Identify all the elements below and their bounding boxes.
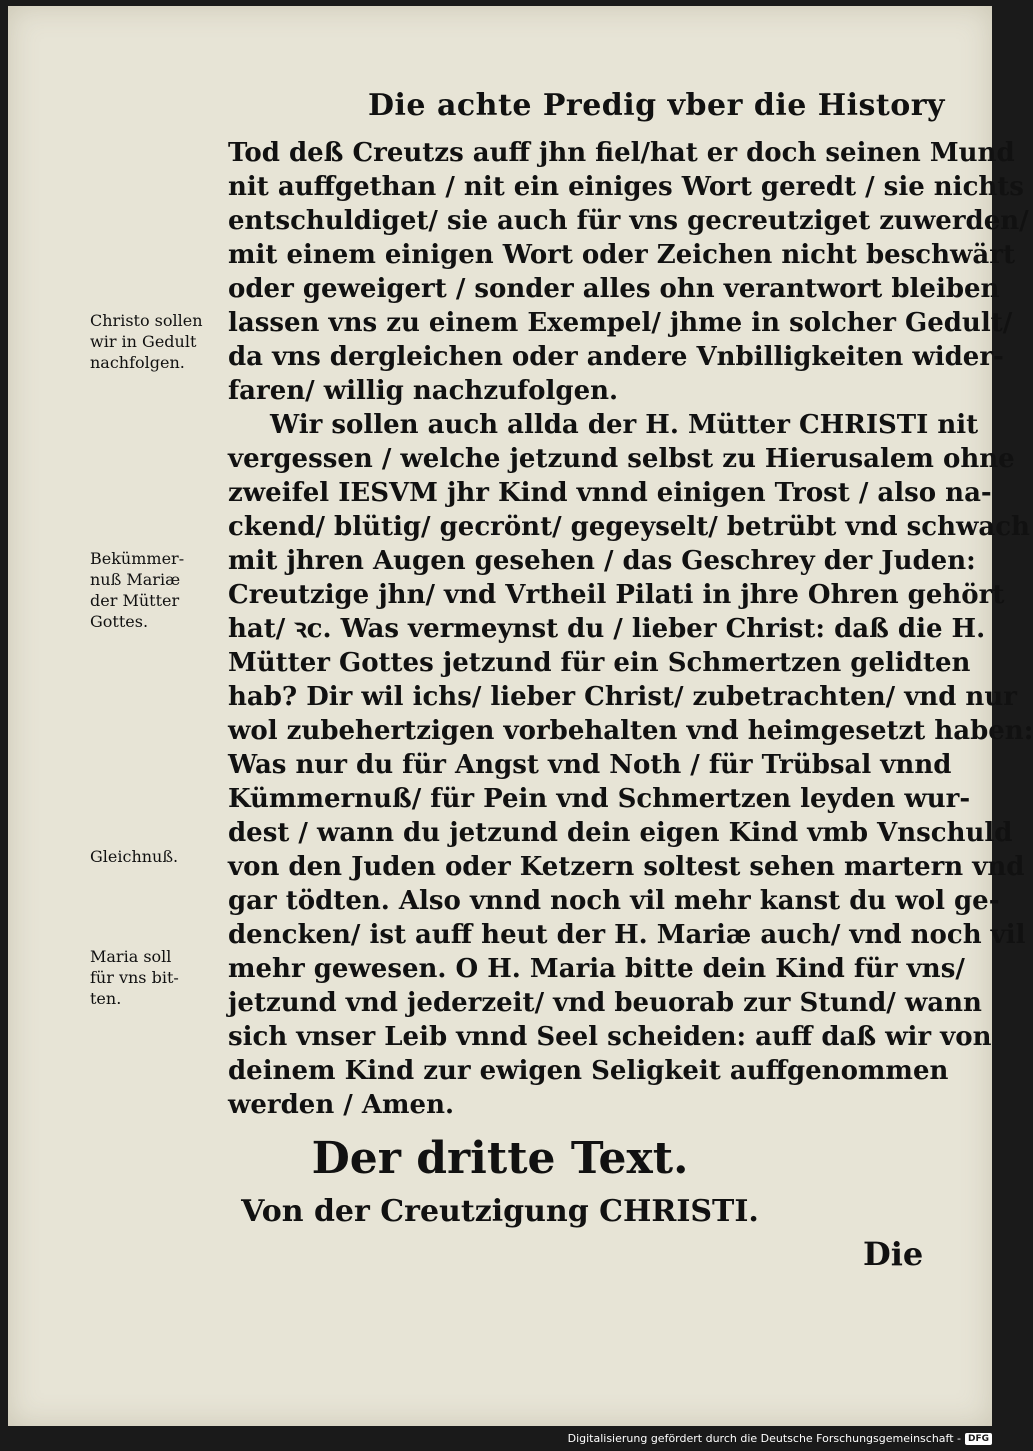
margin-note-line: Gleichnuß. <box>90 847 179 866</box>
margin-note-line: Bekümmer- <box>90 549 185 568</box>
section-subtitle: Von der Creutzigung CHRISTI. <box>241 1194 759 1229</box>
margin-note-gleichnuss <box>90 846 220 867</box>
body-line: wol zubehertzigen vorbehalten vnd heimgesetzt haben: <box>228 716 1033 746</box>
body-line: dest / wann du jetzund dein eigen Kind vmb Vnschuld <box>228 818 1013 848</box>
margin-note-line: für vns bit- <box>90 968 179 987</box>
section-title: Der dritte Text. <box>311 1133 689 1184</box>
body-line: faren/ willig nachzufolgen. <box>228 376 619 406</box>
book-page <box>8 6 1033 1426</box>
margin-note-line: Maria soll <box>90 947 172 966</box>
page-header: Die achte Predig vber die History <box>368 88 945 123</box>
margin-note-line: nachfolgen. <box>90 353 185 372</box>
body-line: Kümmernuß/ für Pein vnd Schmertzen leyden wur- <box>228 784 971 814</box>
body-line: mehr gewesen. O H. Maria bitte dein Kind für vns/ <box>228 954 965 984</box>
body-line: hat/ ꝛc. Was vermeynst du / lieber Christ: daß die H. <box>228 614 986 644</box>
body-line: mit jhren Augen gesehen / das Geschrey der Juden: <box>228 546 976 576</box>
body-line: Creutzige jhn/ vnd Vrtheil Pilati in jhre Ohren gehört <box>228 580 1005 610</box>
dfg-logo-icon: DFG <box>965 1433 992 1445</box>
margin-note-maria <box>90 946 220 1009</box>
body-line: mit einem einigen Wort oder Zeichen nicht beschwärt <box>228 240 1015 270</box>
body-line: dencken/ ist auff heut der H. Mariæ auch/ vnd noch vil <box>228 920 1026 950</box>
margin-note-bekuemmernuss <box>90 548 220 632</box>
body-line: deinem Kind zur ewigen Seligkeit auffgenommen <box>228 1056 949 1086</box>
margin-note-gedult <box>90 310 220 373</box>
body-line: da vns dergleichen oder andere Vnbilligkeiten wider- <box>228 342 1004 372</box>
body-line: gar tödten. Also vnnd noch vil mehr kanst du wol ge- <box>228 886 1000 916</box>
footer-credit: Digitalisierung gefördert durch die Deutsche Forschungsgemeinschaft - <box>567 1432 961 1445</box>
body-line: oder geweigert / sonder alles ohn verantwort bleiben <box>228 274 1000 304</box>
margin-note-line: Gottes. <box>90 612 149 631</box>
body-line: werden / Amen. <box>228 1090 455 1120</box>
body-line: zweifel IESVM jhr Kind vnnd einigen Trost / also na- <box>228 478 992 508</box>
body-line: von den Juden oder Ketzern soltest sehen martern vnd <box>228 852 1025 882</box>
body-line: Wir sollen auch allda der H. Mütter CHRISTI nit <box>270 410 979 440</box>
margin-note-line: ten. <box>90 989 122 1008</box>
body-line: sich vnser Leib vnnd Seel scheiden: auff daß wir von <box>228 1022 992 1052</box>
body-line: entschuldiget/ sie auch für vns gecreutziget zuwerden/ <box>228 206 1029 236</box>
body-line: nit auffgethan / nit ein einiges Wort geredt / sie nichts <box>228 172 1024 202</box>
body-line: jetzund vnd jederzeit/ vnd beuorab zur Stund/ wann <box>228 988 982 1018</box>
body-line: vergessen / welche jetzund selbst zu Hierusalem ohne <box>228 444 1015 474</box>
catchword: Die <box>863 1235 924 1273</box>
margin-note-line: nuß Mariæ <box>90 570 181 589</box>
body-line: Was nur du für Angst vnd Noth / für Trübsal vnnd <box>228 750 952 780</box>
body-line: Mütter Gottes jetzund für ein Schmertzen gelidten <box>228 648 971 678</box>
body-line: hab? Dir wil ichs/ lieber Christ/ zubetrachten/ vnd nur <box>228 682 1017 712</box>
body-line: ckend/ blütig/ gecrönt/ gegeyselt/ betrübt vnd schwach <box>228 512 1030 542</box>
margin-note-line: Christo sollen <box>90 311 203 330</box>
body-line: lassen vns zu einem Exempel/ jhme in solcher Gedult/ <box>228 308 1013 338</box>
margin-note-line: der Mütter <box>90 591 180 610</box>
digitization-footer <box>568 1432 992 1445</box>
body-line: Tod deß Creutzs auff jhn fiel/hat er doch seinen Mund <box>228 138 1015 168</box>
margin-note-line: wir in Gedult <box>90 332 197 351</box>
